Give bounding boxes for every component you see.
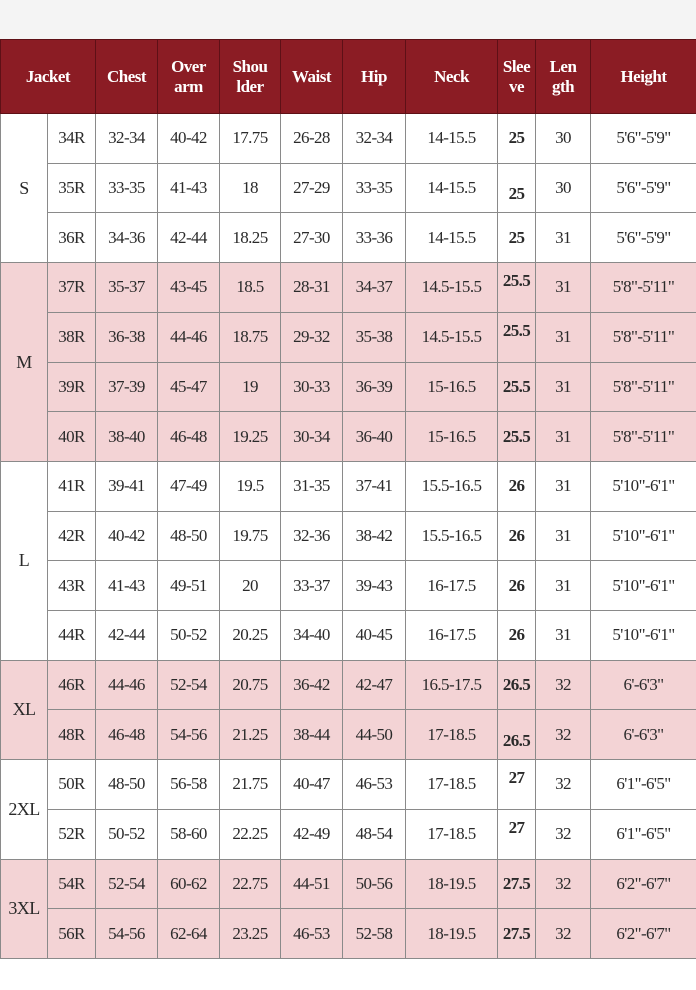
cell-neck: 14.5-15.5 (406, 263, 498, 313)
header-neck (406, 40, 498, 114)
cell-hip: 42-47 (343, 660, 406, 710)
cell-height: 5'10"-6'1" (591, 511, 696, 561)
header-shoulder-line: lder (236, 76, 264, 96)
cell-length: 31 (536, 263, 591, 313)
cell-waist: 31-35 (281, 461, 343, 511)
sleeve-value: 26 (508, 525, 525, 545)
cell-height: 5'8"-5'11" (591, 263, 696, 313)
size-group-label: XL (1, 660, 48, 759)
cell-height: 5'8"-5'11" (591, 312, 696, 362)
sleeve-value: 27.5 (502, 873, 531, 893)
cell-sleeve (498, 859, 536, 909)
cell-overarm: 60-62 (158, 859, 220, 909)
sleeve-value: 26.5 (502, 675, 531, 695)
cell-neck: 17-18.5 (406, 809, 498, 859)
table-row (1, 611, 696, 661)
cell-neck: 15.5-16.5 (406, 511, 498, 561)
header-sleeve-line: Slee (502, 56, 531, 76)
cell-waist: 34-40 (281, 611, 343, 661)
cell-shoulder: 22.25 (220, 809, 281, 859)
cell-overarm: 44-46 (158, 312, 220, 362)
cell-overarm: 41-43 (158, 163, 220, 213)
table-row (1, 809, 696, 859)
cell-chest: 48-50 (96, 760, 158, 810)
cell-sleeve (498, 511, 536, 561)
cell-jacket: 35R (48, 163, 96, 213)
header-sleeve (498, 40, 536, 114)
cell-length: 30 (536, 114, 591, 164)
cell-chest: 35-37 (96, 263, 158, 313)
table-row (1, 859, 696, 909)
header-hip (343, 40, 406, 114)
cell-jacket: 38R (48, 312, 96, 362)
size-chart (0, 39, 696, 959)
sleeve-value: 25 (508, 227, 525, 247)
table-row (1, 114, 696, 164)
sleeve-value: 27.5 (502, 923, 531, 943)
cell-neck: 16.5-17.5 (406, 660, 498, 710)
cell-shoulder: 19.75 (220, 511, 281, 561)
cell-waist: 44-51 (281, 859, 343, 909)
cell-sleeve (498, 909, 536, 959)
table-row (1, 461, 696, 511)
cell-sleeve (498, 263, 536, 313)
cell-hip: 50-56 (343, 859, 406, 909)
cell-neck: 15-16.5 (406, 412, 498, 462)
header-overarm-line: arm (174, 76, 203, 96)
table-row (1, 213, 696, 263)
cell-chest: 38-40 (96, 412, 158, 462)
header-shoulder (220, 40, 281, 114)
cell-shoulder: 18.5 (220, 263, 281, 313)
cell-waist: 27-29 (281, 163, 343, 213)
cell-neck: 16-17.5 (406, 611, 498, 661)
table-row (1, 312, 696, 362)
cell-chest: 54-56 (96, 909, 158, 959)
cell-waist: 33-37 (281, 561, 343, 611)
table-row (1, 163, 696, 213)
cell-hip: 48-54 (343, 809, 406, 859)
cell-neck: 14.5-15.5 (406, 312, 498, 362)
cell-chest: 52-54 (96, 859, 158, 909)
sleeve-value: 27 (508, 818, 525, 838)
size-group-label: 2XL (1, 760, 48, 859)
table-row (1, 710, 696, 760)
cell-length: 30 (536, 163, 591, 213)
cell-length: 32 (536, 809, 591, 859)
table-row (1, 511, 696, 561)
cell-sleeve (498, 213, 536, 263)
cell-jacket: 37R (48, 263, 96, 313)
cell-hip: 37-41 (343, 461, 406, 511)
cell-length: 31 (536, 362, 591, 412)
cell-chest: 39-41 (96, 461, 158, 511)
cell-neck: 18-19.5 (406, 909, 498, 959)
cell-chest: 36-38 (96, 312, 158, 362)
header-jacket (1, 40, 96, 114)
cell-sleeve (498, 362, 536, 412)
cell-height: 5'8"-5'11" (591, 412, 696, 462)
sleeve-value: 25 (508, 184, 525, 204)
cell-neck: 14-15.5 (406, 114, 498, 164)
cell-waist: 30-33 (281, 362, 343, 412)
cell-shoulder: 17.75 (220, 114, 281, 164)
cell-height: 5'8"-5'11" (591, 362, 696, 412)
cell-neck: 16-17.5 (406, 561, 498, 611)
cell-sleeve (498, 809, 536, 859)
cell-hip: 33-36 (343, 213, 406, 263)
cell-length: 31 (536, 511, 591, 561)
cell-neck: 14-15.5 (406, 213, 498, 263)
header-shoulder-line: Shou (232, 56, 268, 76)
cell-sleeve (498, 412, 536, 462)
cell-neck: 17-18.5 (406, 760, 498, 810)
sleeve-value: 26 (508, 575, 525, 595)
cell-overarm: 42-44 (158, 213, 220, 263)
cell-chest: 32-34 (96, 114, 158, 164)
cell-shoulder: 22.75 (220, 859, 281, 909)
cell-overarm: 43-45 (158, 263, 220, 313)
sleeve-value: 25.5 (502, 321, 531, 341)
cell-length: 32 (536, 909, 591, 959)
cell-overarm: 54-56 (158, 710, 220, 760)
cell-hip: 52-58 (343, 909, 406, 959)
cell-neck: 14-15.5 (406, 163, 498, 213)
cell-jacket: 46R (48, 660, 96, 710)
cell-neck: 17-18.5 (406, 710, 498, 760)
cell-chest: 42-44 (96, 611, 158, 661)
header-height (591, 40, 696, 114)
cell-jacket: 44R (48, 611, 96, 661)
cell-waist: 46-53 (281, 909, 343, 959)
cell-overarm: 45-47 (158, 362, 220, 412)
cell-jacket: 36R (48, 213, 96, 263)
header-height-line: Height (620, 66, 667, 86)
header-chest-line: Chest (106, 66, 147, 86)
cell-length: 32 (536, 859, 591, 909)
cell-height: 5'10"-6'1" (591, 611, 696, 661)
cell-sleeve (498, 710, 536, 760)
cell-hip: 34-37 (343, 263, 406, 313)
cell-height: 6'-6'3" (591, 710, 696, 760)
cell-jacket: 56R (48, 909, 96, 959)
cell-neck: 15-16.5 (406, 362, 498, 412)
cell-length: 32 (536, 710, 591, 760)
sleeve-value: 25.5 (502, 376, 531, 396)
cell-length: 31 (536, 312, 591, 362)
cell-overarm: 58-60 (158, 809, 220, 859)
cell-shoulder: 20.75 (220, 660, 281, 710)
cell-height: 5'6"-5'9" (591, 213, 696, 263)
header-row (1, 40, 696, 114)
cell-jacket: 52R (48, 809, 96, 859)
cell-neck: 18-19.5 (406, 859, 498, 909)
cell-overarm: 49-51 (158, 561, 220, 611)
cell-shoulder: 23.25 (220, 909, 281, 959)
cell-shoulder: 19.25 (220, 412, 281, 462)
sleeve-value: 25 (508, 128, 525, 148)
cell-sleeve (498, 760, 536, 810)
cell-shoulder: 18.25 (220, 213, 281, 263)
cell-hip: 44-50 (343, 710, 406, 760)
table-row (1, 760, 696, 810)
size-group-label: 3XL (1, 859, 48, 958)
sleeve-value: 27 (508, 768, 525, 788)
cell-waist: 36-42 (281, 660, 343, 710)
size-group-label: L (1, 461, 48, 660)
cell-sleeve (498, 163, 536, 213)
cell-length: 32 (536, 660, 591, 710)
size-table (0, 39, 696, 959)
header-sleeve-line: ve (508, 76, 525, 96)
cell-jacket: 42R (48, 511, 96, 561)
cell-waist: 32-36 (281, 511, 343, 561)
cell-height: 5'6"-5'9" (591, 114, 696, 164)
cell-waist: 29-32 (281, 312, 343, 362)
cell-height: 5'6"-5'9" (591, 163, 696, 213)
header-waist (281, 40, 343, 114)
cell-chest: 46-48 (96, 710, 158, 760)
cell-waist: 28-31 (281, 263, 343, 313)
cell-hip: 39-43 (343, 561, 406, 611)
size-group-label: S (1, 114, 48, 263)
header-chest (96, 40, 158, 114)
cell-waist: 38-44 (281, 710, 343, 760)
cell-length: 31 (536, 561, 591, 611)
header-waist-line: Waist (291, 66, 332, 86)
cell-length: 31 (536, 461, 591, 511)
cell-length: 31 (536, 412, 591, 462)
header-hip-line: Hip (361, 66, 387, 86)
cell-jacket: 54R (48, 859, 96, 909)
cell-jacket: 34R (48, 114, 96, 164)
cell-chest: 33-35 (96, 163, 158, 213)
size-group-label: M (1, 263, 48, 462)
cell-overarm: 47-49 (158, 461, 220, 511)
header-neck-line: Neck (434, 66, 469, 86)
cell-hip: 32-34 (343, 114, 406, 164)
table-row (1, 660, 696, 710)
cell-overarm: 46-48 (158, 412, 220, 462)
cell-sleeve (498, 561, 536, 611)
cell-waist: 26-28 (281, 114, 343, 164)
cell-height: 6'2"-6'7" (591, 859, 696, 909)
cell-sleeve (498, 461, 536, 511)
cell-jacket: 50R (48, 760, 96, 810)
cell-overarm: 48-50 (158, 511, 220, 561)
cell-shoulder: 19 (220, 362, 281, 412)
cell-hip: 33-35 (343, 163, 406, 213)
cell-length: 32 (536, 760, 591, 810)
cell-shoulder: 21.25 (220, 710, 281, 760)
cell-chest: 34-36 (96, 213, 158, 263)
cell-overarm: 50-52 (158, 611, 220, 661)
cell-length: 31 (536, 213, 591, 263)
cell-hip: 35-38 (343, 312, 406, 362)
cell-sleeve (498, 312, 536, 362)
cell-height: 6'2"-6'7" (591, 909, 696, 959)
cell-overarm: 52-54 (158, 660, 220, 710)
cell-chest: 37-39 (96, 362, 158, 412)
table-row (1, 909, 696, 959)
table-row (1, 561, 696, 611)
table-row (1, 412, 696, 462)
sleeve-value: 26.5 (502, 730, 531, 750)
cell-overarm: 56-58 (158, 760, 220, 810)
cell-hip: 36-40 (343, 412, 406, 462)
cell-hip: 38-42 (343, 511, 406, 561)
header-overarm (158, 40, 220, 114)
cell-height: 5'10"-6'1" (591, 561, 696, 611)
cell-height: 5'10"-6'1" (591, 461, 696, 511)
cell-shoulder: 20.25 (220, 611, 281, 661)
cell-sleeve (498, 114, 536, 164)
cell-hip: 40-45 (343, 611, 406, 661)
cell-chest: 40-42 (96, 511, 158, 561)
cell-shoulder: 18.75 (220, 312, 281, 362)
cell-waist: 40-47 (281, 760, 343, 810)
header-overarm-line: Over (171, 56, 206, 76)
table-row (1, 263, 696, 313)
cell-waist: 30-34 (281, 412, 343, 462)
cell-hip: 46-53 (343, 760, 406, 810)
header-length (536, 40, 591, 114)
cell-length: 31 (536, 611, 591, 661)
cell-shoulder: 19.5 (220, 461, 281, 511)
cell-overarm: 40-42 (158, 114, 220, 164)
cell-shoulder: 20 (220, 561, 281, 611)
cell-height: 6'1"-6'5" (591, 760, 696, 810)
cell-chest: 50-52 (96, 809, 158, 859)
table-body (1, 114, 696, 959)
bottom-strip (0, 959, 696, 990)
cell-sleeve (498, 611, 536, 661)
sleeve-value: 26 (508, 476, 525, 496)
cell-jacket: 39R (48, 362, 96, 412)
cell-shoulder: 21.75 (220, 760, 281, 810)
cell-jacket: 48R (48, 710, 96, 760)
sleeve-value: 26 (508, 625, 525, 645)
cell-overarm: 62-64 (158, 909, 220, 959)
sleeve-value: 25.5 (502, 271, 531, 291)
cell-jacket: 41R (48, 461, 96, 511)
cell-neck: 15.5-16.5 (406, 461, 498, 511)
cell-height: 6'1"-6'5" (591, 809, 696, 859)
cell-waist: 27-30 (281, 213, 343, 263)
table-row (1, 362, 696, 412)
cell-shoulder: 18 (220, 163, 281, 213)
cell-chest: 41-43 (96, 561, 158, 611)
cell-chest: 44-46 (96, 660, 158, 710)
cell-hip: 36-39 (343, 362, 406, 412)
header-jacket-line: Jacket (25, 66, 71, 86)
cell-height: 6'-6'3" (591, 660, 696, 710)
header-length-line: Len (549, 56, 577, 76)
cell-jacket: 40R (48, 412, 96, 462)
cell-sleeve (498, 660, 536, 710)
cell-jacket: 43R (48, 561, 96, 611)
header-length-line: gth (551, 76, 575, 96)
sleeve-value: 25.5 (502, 426, 531, 446)
cell-waist: 42-49 (281, 809, 343, 859)
